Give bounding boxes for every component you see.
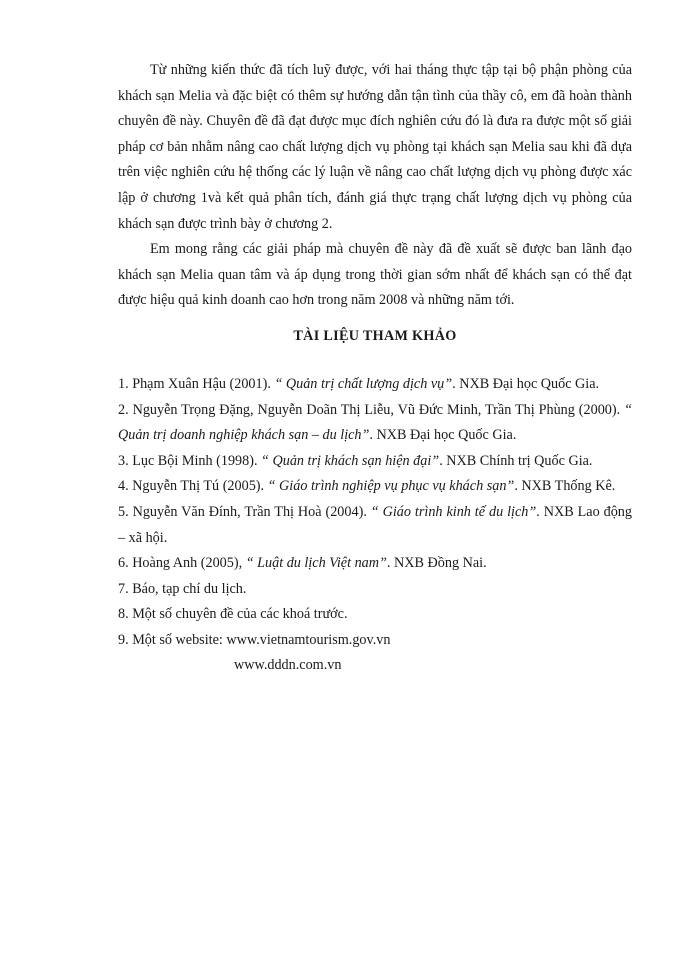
reference-item: 4. Nguyễn Thị Tú (2005). “ Giáo trình nghiệp vụ phục vụ khách sạn”. NXB Thống Kê. (118, 478, 616, 495)
reference-item: 7. Báo, tạp chí du lịch. (118, 580, 247, 597)
reference-item: 1. Phạm Xuân Hậu (2001). “ Quản trị chất lượng dịch vụ”. NXB Đại học Quốc Gia. (118, 375, 600, 392)
references-list (118, 372, 632, 679)
paragraph-1: Từ những kiến thức đã tích luỹ được, với hai tháng thực tập tại bộ phận phòng của khách sạn Melia và đặc biệt có thêm sự hướng dẫn tận tình của thầy cô, em đã hoàn thành chuyên đề này. Chuyên đề đã đạt được mục đích nghiên cứu đó là đưa ra được một số giải pháp cơ bản nhằm nâng cao chất lượng dịch vụ phòng tại khách sạn Melia sau khi đã dựa trên việc nghiên cứu hệ thống các lý luận về nâng cao chất lượng dịch vụ phòng được xác lập ở chương 1và kết quả phân tích, đánh giá thực trạng chất lượng dịch vụ phòng của khách sạn được trình bày ở chương 2. (118, 62, 632, 232)
reference-item: 3. Lục Bội Minh (1998). “ Quản trị khách sạn hiện đại”. NXB Chính trị Quốc Gia. (118, 452, 593, 469)
paragraph-2: Em mong rằng các giải pháp mà chuyên đề này đã đề xuất sẽ được ban lãnh đạo khách sạn Melia quan tâm và áp dụng trong thời gian sớm nhất để khách sạn có thể đạt được hiệu quả kinh doanh cao hơn trong năm 2008 và những năm tới. (118, 241, 632, 309)
reference-item: 9. Một số website: www.vietnamtourism.gov.vn (118, 631, 391, 648)
reference-website-2: www.dddn.com.vn (234, 657, 342, 674)
document-page (118, 58, 632, 679)
reference-item: 2. Nguyễn Trọng Đặng, Nguyễn Doãn Thị Liễu, Vũ Đức Minh, Trần Thị Phùng (2000). “ Quản trị doanh nghiệp khách sạn – du lịch”. NXB Đại học Quốc Gia. (118, 401, 632, 444)
reference-item: 8. Một số chuyên đề của các khoá trước. (118, 606, 348, 623)
references-heading: TÀI LIỆU THAM KHẢO (293, 327, 457, 344)
reference-item: 6. Hoàng Anh (2005), “ Luật du lịch Việt nam”. NXB Đồng Nai. (118, 555, 487, 572)
reference-item: 5. Nguyễn Văn Đính, Trần Thị Hoà (2004). “ Giáo trình kinh tế du lịch”. NXB Lao động – xã hội. (118, 503, 632, 546)
